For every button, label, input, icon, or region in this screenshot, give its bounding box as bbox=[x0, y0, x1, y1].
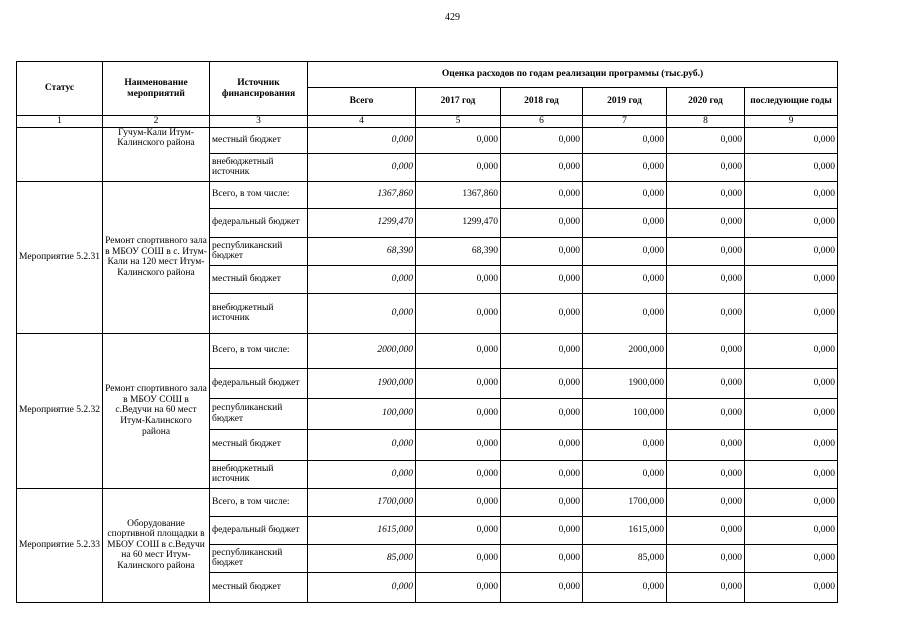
table-row bbox=[17, 181, 838, 208]
year-value-cell: 0,000 bbox=[501, 265, 583, 293]
column-index: 6 bbox=[501, 116, 583, 128]
year-value-cell: 0,000 bbox=[667, 293, 745, 333]
column-index: 2 bbox=[103, 116, 210, 128]
status-cell: Мероприятие 5.2.32 bbox=[17, 333, 103, 488]
year-value-cell: 0,000 bbox=[501, 237, 583, 265]
total-cell: 0,000 bbox=[308, 429, 416, 460]
total-cell: 0,000 bbox=[308, 265, 416, 293]
year-value-cell: 0,000 bbox=[667, 516, 745, 544]
year-value-cell: 1367,860 bbox=[416, 181, 501, 208]
year-value-cell: 68,390 bbox=[416, 237, 501, 265]
funding-source-cell: федеральный бюджет bbox=[210, 208, 308, 237]
funding-source-cell: внебюджетный источник bbox=[210, 293, 308, 333]
column-index: 8 bbox=[667, 116, 745, 128]
year-value-cell: 1299,470 bbox=[416, 208, 501, 237]
total-cell: 0,000 bbox=[308, 127, 416, 153]
budget-table bbox=[16, 61, 838, 603]
year-value-cell: 0,000 bbox=[745, 127, 838, 153]
total-cell: 68,390 bbox=[308, 237, 416, 265]
year-value-cell: 0,000 bbox=[745, 293, 838, 333]
year-value-cell: 0,000 bbox=[501, 429, 583, 460]
year-value-cell: 0,000 bbox=[667, 488, 745, 516]
year-value-cell: 0,000 bbox=[667, 544, 745, 572]
event-name-cell: Гучум-Кали Итум-Калинского района bbox=[103, 127, 210, 181]
header-year-2019: 2019 год bbox=[583, 88, 667, 116]
year-value-cell: 0,000 bbox=[501, 488, 583, 516]
table-row bbox=[17, 488, 838, 516]
year-value-cell: 0,000 bbox=[501, 153, 583, 181]
year-value-cell: 0,000 bbox=[583, 153, 667, 181]
funding-source-cell: республиканский бюджет bbox=[210, 237, 308, 265]
column-index: 7 bbox=[583, 116, 667, 128]
total-cell: 100,000 bbox=[308, 398, 416, 429]
year-value-cell: 0,000 bbox=[667, 429, 745, 460]
year-value-cell: 1615,000 bbox=[583, 516, 667, 544]
year-value-cell: 0,000 bbox=[745, 333, 838, 368]
funding-source-cell: республиканский бюджет bbox=[210, 544, 308, 572]
year-value-cell: 0,000 bbox=[501, 181, 583, 208]
status-cell bbox=[17, 127, 103, 181]
year-value-cell: 0,000 bbox=[745, 181, 838, 208]
year-value-cell: 0,000 bbox=[667, 208, 745, 237]
year-value-cell: 0,000 bbox=[745, 460, 838, 488]
year-value-cell: 0,000 bbox=[501, 460, 583, 488]
total-cell: 1615,000 bbox=[308, 516, 416, 544]
year-value-cell: 1900,000 bbox=[583, 368, 667, 398]
event-name-cell: Ремонт спортивного зала в МБОУ СОШ в с.Ведучи на 60 мест Итум-Калинского района bbox=[103, 333, 210, 488]
column-index: 3 bbox=[210, 116, 308, 128]
year-value-cell: 0,000 bbox=[416, 265, 501, 293]
funding-source-cell: местный бюджет bbox=[210, 127, 308, 153]
year-value-cell: 0,000 bbox=[416, 488, 501, 516]
column-index: 1 bbox=[17, 116, 103, 128]
year-value-cell: 0,000 bbox=[583, 293, 667, 333]
year-value-cell: 0,000 bbox=[416, 429, 501, 460]
total-cell: 1900,000 bbox=[308, 368, 416, 398]
status-cell: Мероприятие 5.2.31 bbox=[17, 181, 103, 333]
page-number: 429 bbox=[445, 12, 460, 23]
funding-source-cell: Всего, в том числе: bbox=[210, 333, 308, 368]
year-value-cell: 0,000 bbox=[745, 544, 838, 572]
year-value-cell: 0,000 bbox=[583, 237, 667, 265]
year-value-cell: 85,000 bbox=[583, 544, 667, 572]
funding-source-cell: внебюджетный источник bbox=[210, 460, 308, 488]
year-value-cell: 0,000 bbox=[501, 544, 583, 572]
year-value-cell: 0,000 bbox=[667, 368, 745, 398]
header-status: Статус bbox=[17, 62, 103, 116]
year-value-cell: 0,000 bbox=[745, 153, 838, 181]
year-value-cell: 0,000 bbox=[501, 293, 583, 333]
header-estimate: Оценка расходов по годам реализации программы (тыс.руб.) bbox=[308, 62, 838, 88]
year-value-cell: 0,000 bbox=[501, 572, 583, 602]
total-cell: 1367,860 bbox=[308, 181, 416, 208]
total-cell: 1700,000 bbox=[308, 488, 416, 516]
year-value-cell: 0,000 bbox=[667, 333, 745, 368]
funding-source-cell: Всего, в том числе: bbox=[210, 181, 308, 208]
total-cell: 85,000 bbox=[308, 544, 416, 572]
year-value-cell: 0,000 bbox=[667, 460, 745, 488]
year-value-cell: 0,000 bbox=[583, 181, 667, 208]
year-value-cell: 0,000 bbox=[583, 265, 667, 293]
header-year-later: последующие годы bbox=[745, 88, 838, 116]
total-cell: 2000,000 bbox=[308, 333, 416, 368]
column-index: 9 bbox=[745, 116, 838, 128]
funding-source-cell: местный бюджет bbox=[210, 429, 308, 460]
year-value-cell: 0,000 bbox=[667, 572, 745, 602]
year-value-cell: 0,000 bbox=[583, 127, 667, 153]
year-value-cell: 2000,000 bbox=[583, 333, 667, 368]
funding-source-cell: Всего, в том числе: bbox=[210, 488, 308, 516]
header-year-total: Всего bbox=[308, 88, 416, 116]
total-cell: 0,000 bbox=[308, 153, 416, 181]
year-value-cell: 0,000 bbox=[501, 127, 583, 153]
year-value-cell: 0,000 bbox=[416, 333, 501, 368]
funding-source-cell: внебюджетный источник bbox=[210, 153, 308, 181]
year-value-cell: 0,000 bbox=[501, 398, 583, 429]
status-cell: Мероприятие 5.2.33 bbox=[17, 488, 103, 602]
year-value-cell: 0,000 bbox=[667, 265, 745, 293]
year-value-cell: 0,000 bbox=[416, 293, 501, 333]
header-year-2020: 2020 год bbox=[667, 88, 745, 116]
year-value-cell: 0,000 bbox=[501, 368, 583, 398]
year-value-cell: 0,000 bbox=[583, 208, 667, 237]
total-cell: 1299,470 bbox=[308, 208, 416, 237]
event-name-cell: Ремонт спортивного зала в МБОУ СОШ в с. Итум-Кали на 120 мест Итум-Калинского района bbox=[103, 181, 210, 333]
year-value-cell: 0,000 bbox=[745, 208, 838, 237]
year-value-cell: 0,000 bbox=[416, 368, 501, 398]
header-year-2017: 2017 год bbox=[416, 88, 501, 116]
year-value-cell: 1700,000 bbox=[583, 488, 667, 516]
year-value-cell: 0,000 bbox=[745, 368, 838, 398]
year-value-cell: 0,000 bbox=[583, 429, 667, 460]
funding-source-cell: федеральный бюджет bbox=[210, 516, 308, 544]
year-value-cell: 0,000 bbox=[745, 265, 838, 293]
funding-source-cell: республиканский бюджет bbox=[210, 398, 308, 429]
year-value-cell: 0,000 bbox=[416, 460, 501, 488]
year-value-cell: 0,000 bbox=[667, 398, 745, 429]
year-value-cell: 0,000 bbox=[416, 516, 501, 544]
year-value-cell: 0,000 bbox=[583, 572, 667, 602]
year-value-cell: 0,000 bbox=[745, 237, 838, 265]
total-cell: 0,000 bbox=[308, 460, 416, 488]
table-row bbox=[17, 127, 838, 153]
year-value-cell: 0,000 bbox=[745, 398, 838, 429]
year-value-cell: 0,000 bbox=[416, 153, 501, 181]
year-value-cell: 100,000 bbox=[583, 398, 667, 429]
year-value-cell: 0,000 bbox=[745, 572, 838, 602]
year-value-cell: 0,000 bbox=[583, 460, 667, 488]
year-value-cell: 0,000 bbox=[416, 127, 501, 153]
year-value-cell: 0,000 bbox=[667, 237, 745, 265]
year-value-cell: 0,000 bbox=[667, 127, 745, 153]
column-index: 4 bbox=[308, 116, 416, 128]
year-value-cell: 0,000 bbox=[501, 516, 583, 544]
header-name: Наименование мероприятий bbox=[103, 62, 210, 116]
event-name-cell: Оборудование спортивной площадки в МБОУ СОШ в с.Ведучи на 60 мест Итум-Калинского района bbox=[103, 488, 210, 602]
header-year-2018: 2018 год bbox=[501, 88, 583, 116]
column-index: 5 bbox=[416, 116, 501, 128]
year-value-cell: 0,000 bbox=[501, 333, 583, 368]
year-value-cell: 0,000 bbox=[667, 153, 745, 181]
year-value-cell: 0,000 bbox=[745, 516, 838, 544]
year-value-cell: 0,000 bbox=[416, 572, 501, 602]
funding-source-cell: местный бюджет bbox=[210, 265, 308, 293]
year-value-cell: 0,000 bbox=[667, 181, 745, 208]
total-cell: 0,000 bbox=[308, 293, 416, 333]
year-value-cell: 0,000 bbox=[416, 544, 501, 572]
header-source: Источник финансирования bbox=[210, 62, 308, 116]
total-cell: 0,000 bbox=[308, 572, 416, 602]
year-value-cell: 0,000 bbox=[501, 208, 583, 237]
funding-source-cell: местный бюджет bbox=[210, 572, 308, 602]
table-row bbox=[17, 333, 838, 368]
year-value-cell: 0,000 bbox=[745, 429, 838, 460]
year-value-cell: 0,000 bbox=[416, 398, 501, 429]
funding-source-cell: федеральный бюджет bbox=[210, 368, 308, 398]
year-value-cell: 0,000 bbox=[745, 488, 838, 516]
